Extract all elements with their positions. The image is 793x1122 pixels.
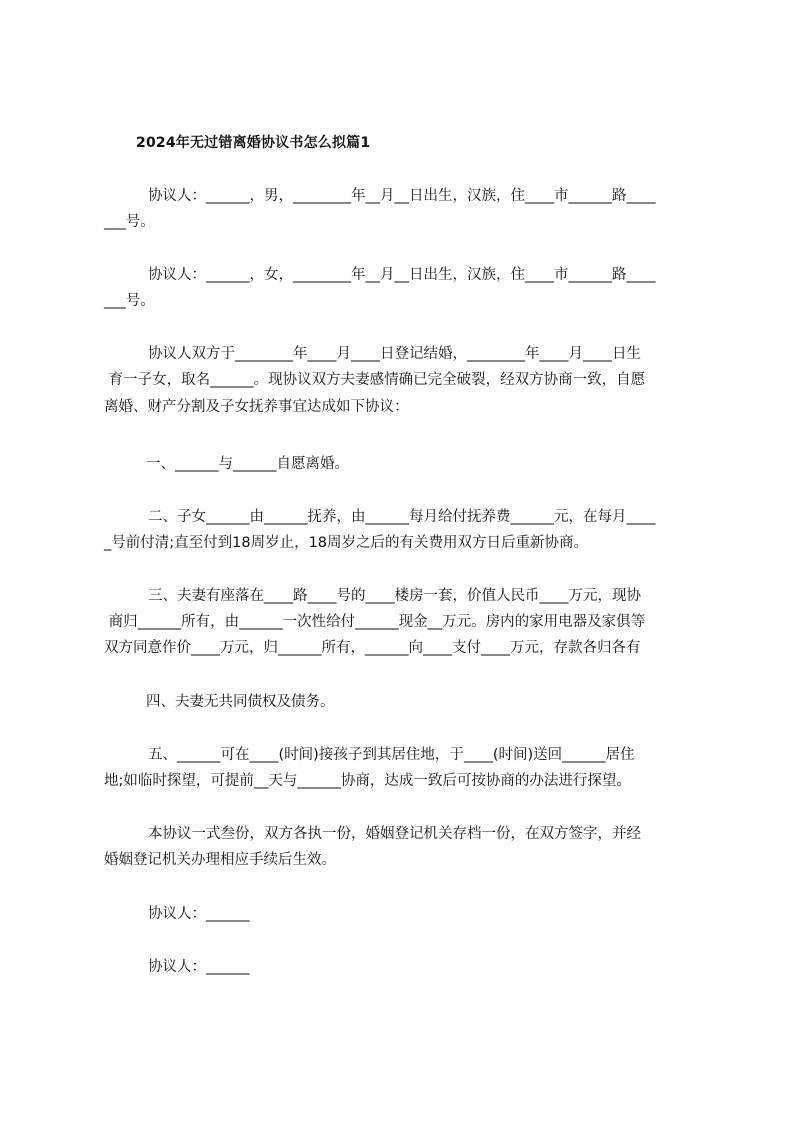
clause-5-line-2: 地;如临时探望，可提前__天与______协商，达成一致后可按协商的办法进行探望。 [104,773,631,789]
party-1-line-1: 协议人：______，男，________年__月__日出生，汉族，住____市______路____ [148,188,656,204]
signature-party-2: 协议人：______ [148,959,250,975]
clause-3-line-3: 双方同意作价____万元，归______所有，______向____支付____万元，存款各归各有 [104,640,641,656]
party-1-line-2: ___号。 [104,214,155,230]
closing-line-2: 婚姻登记机关办理相应手续后生效。 [104,852,336,868]
clause-4: 四、夫妻无共同债权及债务。 [146,694,335,710]
party-2-line-1: 协议人：______，女，________年__月__日出生，汉族，住____市______路____ [148,267,656,283]
marriage-line-2: 育一子女，取名______。现协议双方夫妻感情确已完全破裂，经双方协商一致，自愿 [104,372,646,388]
clause-3-line-1: 三、夫妻有座落在____路____号的____楼房一套，价值人民币____万元，现协 [148,588,641,604]
signature-party-1: 协议人：______ [148,906,250,922]
clause-3-line-2: 商归______所有，由______一次性给付______现金__万元。房内的家用电器及家俱等 [104,614,646,630]
clause-2-line-2: _号前付清;直至付到18周岁止，18周岁之后的有关费用双方日后重新协商。 [104,535,589,551]
party-2-line-2: ___号。 [104,293,155,309]
closing-line-1: 本协议一式叁份，双方各执一份，婚姻登记机关存档一份，在双方签字，并经 [148,826,641,842]
clause-1: 一、______与______自愿离婚。 [146,456,349,472]
clause-2-line-1: 二、子女______由______抚养，由______每月给付抚养费______元，在每月____ [148,509,656,525]
document-title: 2024年无过错离婚协议书怎么拟篇1 [136,135,371,151]
marriage-line-1: 协议人双方于________年____月____日登记结婚，________年____月____日生 [148,346,641,362]
clause-5-line-1: 五、______可在____(时间)接孩子到其居住地，于____(时间)送回______居住 [148,747,635,763]
marriage-line-3: 离婚、财产分割及子女抚养事宜达成如下协议： [104,399,409,415]
